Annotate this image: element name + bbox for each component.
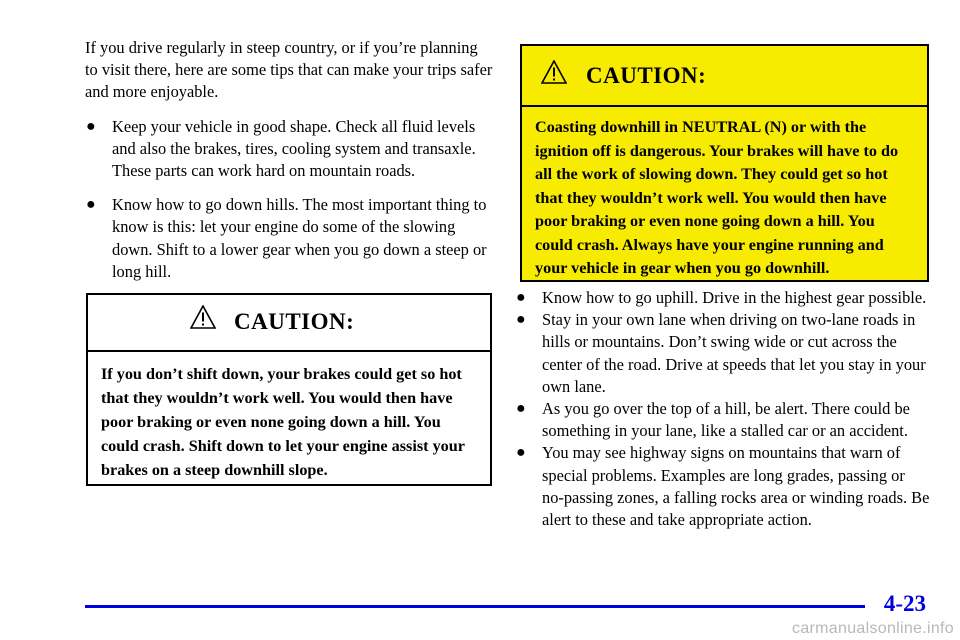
caution-title: CAUTION:: [586, 63, 707, 88]
left-bullet-list: [85, 116, 493, 283]
list-item: [515, 442, 930, 531]
caution-text: Coasting downhill in NEUTRAL (N) or with the ignition off is dangerous. Your brakes will have to do all the work of slowing down. They could get so hot that they wouldn’t work well. You would then have poor braking or even none going down a hill. You could crash. Always have your engine running and your vehicle in gear when you go downhill.: [535, 118, 899, 277]
footer-rule: [85, 605, 865, 608]
page-number: 4-23: [883, 591, 926, 616]
caution-header: [522, 46, 927, 107]
bullet-icon: ●: [516, 400, 526, 418]
caution-header: [88, 295, 490, 352]
warning-triangle-icon: [541, 60, 567, 84]
list-item: [85, 116, 493, 183]
list-item: [515, 309, 930, 398]
bullet-text: Keep your vehicle in good shape. Check all fluid levels and also the brakes, tires, cooling system and transaxle. These parts can work hard on mountain roads.: [112, 116, 476, 181]
bullet-text: Know how to go uphill. Drive in the highest gear possible.: [542, 288, 927, 307]
bullet-text: Stay in your own lane when driving on two-lane roads in hills or mountains. Don’t swing wide or cut across the center of the road. Drive at speeds that let you stay in your own lane.: [542, 310, 926, 396]
right-column: [515, 287, 930, 531]
right-bullet-list: [515, 287, 930, 531]
list-item: [515, 398, 930, 442]
caution-text: If you don’t shift down, your brakes could get so hot that they wouldn’t work well. You would then have poor braking or even none going down a hill. You could crash. Shift down to let your engine assist your brakes on a steep downhill slope.: [101, 365, 465, 479]
bullet-icon: ●: [86, 117, 96, 135]
intro-paragraph: If you drive regularly in steep country, or if you’re planning to visit there, here are some tips that can make your trips safer and more enjoyable.: [85, 38, 493, 102]
caution-box-shift-down: [86, 293, 492, 486]
bullet-icon: ●: [516, 444, 526, 462]
bullet-text: You may see highway signs on mountains that warn of special problems. Examples are long grades, passing or no-passing zones, a falling rocks area or winding roads. Be alert to these and take appropriate action.: [542, 443, 930, 530]
bullet-icon: ●: [86, 196, 96, 214]
list-item: [85, 194, 493, 283]
warning-triangle-icon: [190, 305, 216, 329]
left-column: [85, 37, 493, 283]
bullet-text: As you go over the top of a hill, be alert. There could be something in your lane, like a stalled car or an accident.: [542, 399, 910, 441]
bullet-icon: ●: [516, 311, 526, 329]
bullet-icon: ●: [516, 289, 526, 306]
bullet-text: Know how to go down hills. The most important thing to know is this: let your engine do some of the slowing down. Shift to a lower gear when you go down a steep or long hill.: [112, 195, 487, 281]
watermark: carmanualsonline.info: [792, 620, 954, 637]
caution-title: CAUTION:: [234, 309, 355, 334]
list-item: [515, 287, 930, 309]
caution-box-coasting: [520, 44, 929, 282]
